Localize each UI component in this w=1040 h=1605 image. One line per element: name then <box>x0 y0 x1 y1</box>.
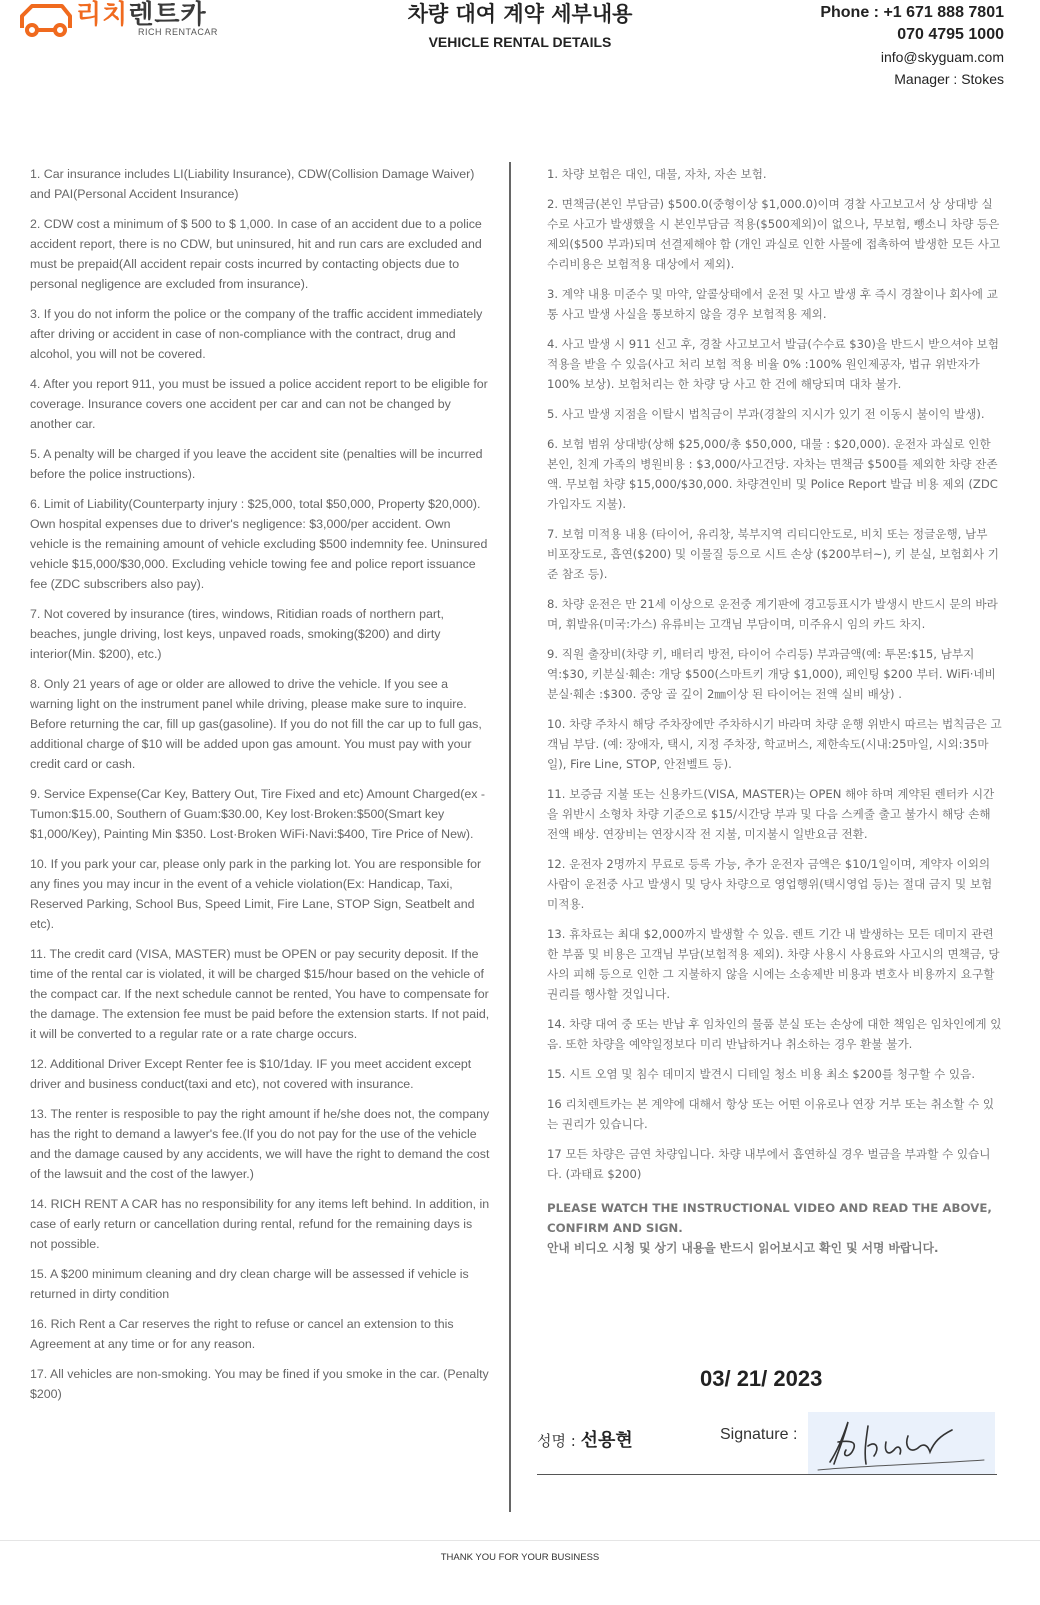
term-ko-5: 5. 사고 발생 지점을 이탈시 법칙금이 부과(경찰의 지시가 있기 전 이동시 불이익 발생). <box>547 407 985 421</box>
term-en-9: 9. Service Expense(Car Key, Battery Out, Tire Fixed and etc) Amount Charged(ex - Tumon:$15.00, Southern of Guam:$30.00, Key lost·Broken:$500(Smart key $1,000/Key), Painting Min $350. Lost·Broken WiFi·Navi:$400, Tire Price of New). <box>30 787 485 841</box>
column-divider <box>509 162 511 1512</box>
term-ko-16: 16 리치렌트카는 본 계약에 대해서 항상 또는 어떤 이유로나 연장 거부 또는 취소할 수 있는 권리가 있습니다. <box>547 1097 995 1131</box>
signer-name-label: 성명 : <box>537 1432 581 1450</box>
term-ko-1: 1. 차량 보험은 대인, 대물, 자차, 자손 보험. <box>547 167 767 181</box>
contact-phone-korea: 070 4795 1000 <box>897 26 1004 43</box>
handwritten-signature <box>808 1412 995 1474</box>
term-en-10: 10. If you park your car, please only park in the parking lot. You are responsible for any fines you may incur in the event of a vehicle violation(Ex: Handicap, Taxi, Reserved Parking, School Bus, Speed Limit, Fire Lane, STOP Sign, Seatbelt and etc). <box>30 857 482 931</box>
term-en-7: 7. Not covered by insurance (tires, windows, Ritidian roads of northern part, beaches, jungle driving, lost keys, unpaved roads, smoking($200) and dirty interior(Min. $200), etc.) <box>30 607 444 661</box>
term-en-11: 11. The credit card (VISA, MASTER) must be OPEN or pay security deposit. If the time of the rental car is violated, it will be charged $15/hour based on the vehicle of the compact car. If the next schedule cannot be rented, You have to compensate for the damage. The extension fee must be paid before the extension starts. If not paid, it will be converted to a regular rate or a rate charge occurs. <box>30 947 490 1041</box>
term-en-2: 2. CDW cost a minimum of $ 500 to $ 1,000. In case of an accident due to a police accident report, there is no CDW, but uninsured, hit and run cars are excluded and must be prepaid(All accident repair costs incurred by contacting objects due to personal negligence are excluded from insurance). <box>30 217 482 291</box>
terms-english-column <box>30 164 490 1414</box>
term-en-1: 1. Car insurance includes LI(Liability Insurance), CDW(Collision Damage Waiver) and PAI(Personal Accident Insurance) <box>30 167 475 201</box>
term-ko-7: 7. 보험 미적용 내용 (타이어, 유리창, 북부지역 리티디안도로, 비치 또는 정글운행, 남부 비포장도로, 흡연($200) 및 이물질 등으로 시트 손상 ($200부터~), 키 분실, 보험회사 기준 참조 등). <box>547 527 1000 581</box>
term-en-16: 16. Rich Rent a Car reserves the right to refuse or cancel an extension to this Agreement at any time or for any reason. <box>30 1317 454 1351</box>
term-en-14: 14. RICH RENT A CAR has no responsibility for any items left behind. In addition, in case of early return or cancellation during rental, refund for the remaining days is not possible. <box>30 1197 490 1251</box>
signature-label: Signature : <box>720 1426 798 1443</box>
contract-date: 03/ 21/ 2023 <box>700 1366 823 1391</box>
term-ko-4: 4. 사고 발생 시 911 신고 후, 경찰 사고보고서 발급(수수료 $30)을 반드시 받으셔야 보험 적용을 받을 수 있음(사고 처리 보험 적용 비율 0% :100% 원인제공자, 법규 위반자가 100% 보상). 보험처리는 한 차량 당 사고 한 건에 해당되며 대차 불가. <box>547 337 999 391</box>
term-en-8: 8. Only 21 years of age or older are allowed to drive the vehicle. If you see a warning light on the instrument panel while driving, please make sure to inquire. Before returning the car, fill up gas(gasoline). If you do not fill the car up to full gas, additional charge of $10 will be added upon gas amount. You must pay with your credit card or cash. <box>30 677 482 771</box>
contact-phone: Phone : +1 671 888 7801 <box>820 4 1004 21</box>
term-ko-14: 14. 차량 대여 중 또는 반납 후 임차인의 물품 분실 또는 손상에 대한 책임은 임차인에게 있음. 또한 차량을 예약일정보다 미리 반납하거나 취소하는 경우 환불 불가. <box>547 1017 1002 1051</box>
term-ko-12: 12. 운전자 2명까지 무료로 등록 가능, 추가 운전자 금액은 $10/1일이며, 계약자 이외의 사람이 운전중 사고 발생시 및 당사 차량으로 영업행위(택시영업 등)는 절대 금지 및 보험 미적용. <box>547 857 993 911</box>
logo-english-text: RICH RENTACAR <box>138 27 218 37</box>
term-ko-2: 2. 면책금(본인 부담금) $500.0(중형이상 $1,000.0)이며 경찰 사고보고서 상 상대방 실수로 사고가 발생했을 시 본인부담금 적용($500제외)이 없으나, 무보험, 뺑소니 차량 등은 제외($500 부과)되며 선결제해야 함 (개인 과실로 인한 사물에 접촉하여 발생한 모든 사고 수리비용은 보험적용 대상에서 제외). <box>547 197 1001 271</box>
sign-notice-english: PLEASE WATCH THE INSTRUCTIONAL VIDEO AND READ THE ABOVE, CONFIRM AND SIGN. <box>547 1201 992 1235</box>
footer-text: THANK YOU FOR YOUR BUSINESS <box>440 1552 600 1563</box>
term-en-17: 17. All vehicles are non-smoking. You may be fined if you smoke in the car. (Penalty $200) <box>30 1367 489 1401</box>
signer-name: 선용현 <box>580 1430 633 1451</box>
term-ko-9: 9. 직원 출장비(차량 키, 배터리 방전, 타이어 수리등) 부과금액(예: 투몬:$15, 남부지역:$30, 키분실·훼손: 개당 $500(스마트키 개당 $1,000), 페인팅 $200 부터. WiFi·네비 분실·훼손 :$300. 중앙 골 깊이 2㎜이상 된 타이어는 전액 실비 배상) . <box>547 647 996 701</box>
term-en-6: 6. Limit of Liability(Counterparty injury : $25,000, total $50,000, Property $20,000). Own hospital expenses due to driver's negligence: $3,000/per accident. Own vehicle is the remaining amount of vehicle excluding $500 indemnity fee. Uninsured vehicle $15,000/$30,000. Excluding vehicle towing fee and police report issuance fee (ZDC subscribers also pay). <box>30 497 488 591</box>
term-en-13: 13. The renter is resposible to pay the right amount if he/she does not, the company has the right to demand a lawyer's fee.(If you do not pay for the use of the vehicle and the damage caused by any accidents, we will have the right to demand the cost of the lawsuit and the cost of the lawyer.) <box>30 1107 490 1181</box>
term-ko-6: 6. 보험 범위 상대방(상해 $25,000/총 $50,000, 대물 : $20,000). 운전자 과실로 인한 본인, 친계 가족의 병원비용 : $3,000/사고건당. 자차는 면책금 $500를 제외한 차량 잔존액. 무보험 차량 $15,000/$30,000. 차량견인비 및 Police Report 발급 비용 제외 (ZDC 가입자도 지불). <box>547 437 998 511</box>
sign-notice-korean: 안내 비디오 시청 및 상기 내용을 반드시 읽어보시고 확인 및 서명 바랍니다. <box>547 1241 939 1255</box>
term-en-5: 5. A penalty will be charged if you leave the accident site (penalties will be incurred before the police instructions). <box>30 447 483 481</box>
page-title-english: VEHICLE RENTAL DETAILS <box>428 34 612 50</box>
signature-line <box>537 1474 997 1475</box>
term-ko-15: 15. 시트 오염 및 침수 데미지 발견시 디테일 청소 비용 최소 $200를 청구할 수 있음. <box>547 1067 976 1081</box>
logo-korean-text: 리치렌트카 <box>76 0 207 30</box>
term-ko-17: 17 모든 차량은 금연 차량입니다. 차량 내부에서 흡연하실 경우 벌금을 부과할 수 있습니다. (과태료 $200) <box>547 1147 991 1181</box>
terms-korean-column <box>547 164 1002 1258</box>
footer-divider <box>0 1540 1040 1541</box>
signer-name-field <box>537 1426 633 1452</box>
contact-email: info@skyguam.com <box>880 49 1004 65</box>
term-ko-8: 8. 차량 운전은 만 21세 이상으로 운전중 계기판에 경고등표시가 발생시 반드시 문의 바라며, 휘발유(미국:가스) 유류비는 고객님 부담이며, 미주유시 임의 카드 차지. <box>547 597 998 631</box>
page-title-korean: 차량 대여 계약 세부내용 <box>407 2 633 26</box>
contact-block <box>820 2 1004 90</box>
term-ko-11: 11. 보증금 지불 또는 신용카드(VISA, MASTER)는 OPEN 해야 하며 계약된 렌터카 시간을 위반시 소형차 차량 기준으로 $15/시간당 부과 및 다음 스케줄 출고 불가시 해당 손해 전액 배상. 연장비는 연장시작 전 지불, 미지불시 일반요금 전환. <box>547 787 995 841</box>
term-ko-3: 3. 계약 내용 미준수 및 마약, 알콜상태에서 운전 및 사고 발생 후 즉시 경찰이나 회사에 교통 사고 발생 사실을 통보하지 않을 경우 보험적용 제외. <box>547 287 998 321</box>
contact-manager: Manager : Stokes <box>894 71 1004 87</box>
term-ko-10: 10. 차량 주차시 해당 주차장에만 주차하시기 바라며 차량 운행 위반시 따르는 법칙금은 고객님 부담. (예: 장애자, 택시, 지정 주차장, 학교버스, 제한속도(시내:25마일, 시외:35마일), Fire Line, STOP, 안전벨트 등). <box>547 717 1002 771</box>
term-en-12: 12. Additional Driver Except Renter fee is $10/1day. IF you meet accident except driver and business conduct(taxi and etc), not covered with insurance. <box>30 1057 472 1091</box>
term-en-4: 4. After you report 911, you must be issued a police accident report to be eligible for coverage. Insurance covers one accident per car and can not be changed by another car. <box>30 377 488 431</box>
term-en-3: 3. If you do not inform the police or the company of the traffic accident immediately after driving or accident in case of non-compliance with the contract, drug and alcohol, you will not be covered. <box>30 307 483 361</box>
sign-notice <box>547 1198 1002 1258</box>
term-ko-13: 13. 휴차료는 최대 $2,000까지 발생할 수 있음. 렌트 기간 내 발생하는 모든 데미지 관련한 부품 및 비용은 고객님 부담(보험적용 제외). 차량 사용시 사용료와 사고시의 면책금, 당사의 피해 등으로 인한 그 지불하지 않을 시에는 소송제반 비용과 변호사 비용까지 요구할 권리를 행사할 것입니다. <box>547 927 1000 1001</box>
term-en-15: 15. A $200 minimum cleaning and dry clean charge will be assessed if vehicle is returned in dirty condition <box>30 1267 469 1301</box>
signature-pad[interactable] <box>808 1412 995 1474</box>
